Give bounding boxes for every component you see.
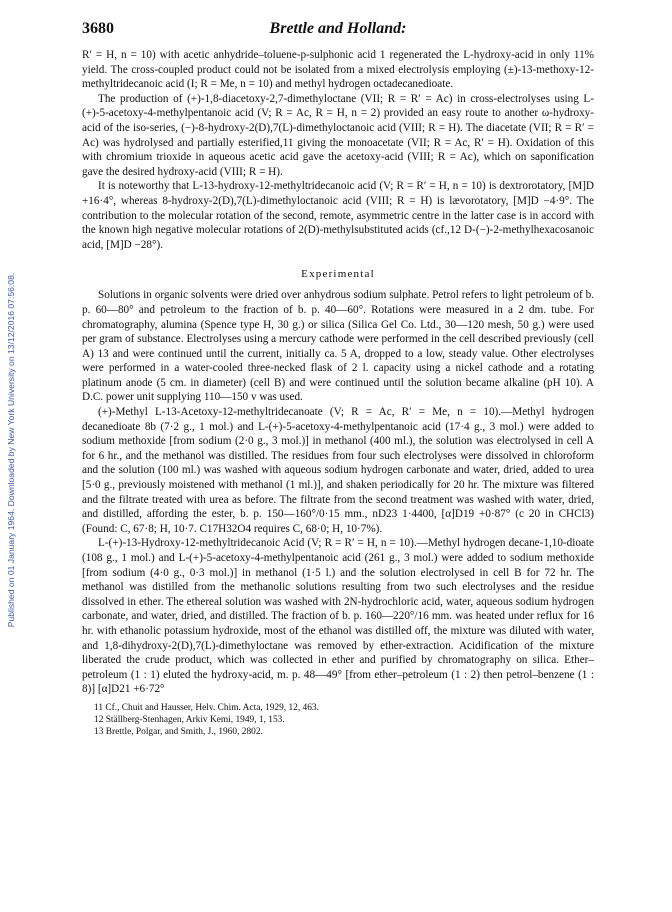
experimental-paragraph: (+)-Methyl L-13-Acetoxy-12-methyltridecanoate (V; R = Ac, R′ = Me, n = 10).—Methyl hydrogen decanedioate 8b (7·2 g., 1 mol.) and L-(+)-5-acetoxy-4-methylpentanoic acid (17·4 g., 3 mol.) were added to sodium methoxide [from sodium (2·0 g., 3 mol.)] in methanol (400 ml.), the solution was electrolysed in cell A for 6 hr., and the methanol was distilled. The residues from four such electrolyses were dissolved in chloroform and the solution (100 ml.) was washed with aqueous sodium hydrogen carbonate and water, dried, added to urea [5·0 g., previously moistened with methanol (1 ml.)], and shaken periodically for 20 hr. The mixture was filtered and the filtrate treated with urea as before. The filtrate from the second treatment was washed with water, dried, and distilled, affording the ester, b. p. 150—160°/0·15 mm., nD23 1·4400, [α]D19 +0·87° (c 20 in CHCl3) (Found: C, 67·8; H, 10·7. C17H32O4 requires C, 68·0; H, 10·7%). bbox=[82, 406, 594, 535]
provenance-text: Published on 01 January 1964. Downloaded by New York University on 13/12/2016 07:56:08. bbox=[6, 272, 16, 628]
page-header bbox=[82, 20, 594, 42]
paragraph: R′ = H, n = 10) with acetic anhydride–toluene-p-sulphonic acid 1 regenerated the L-hydroxy-acid in only 11% yield. The cross-coupled product could not be isolated from a mixed electrolysis employing (±)-13-methoxy-12-methyltridecanoic acid (I; R = Me, n = 10) and methyl hydrogen octadecanedioate. bbox=[82, 49, 594, 91]
page-number: 3680 bbox=[82, 20, 114, 37]
provenance-watermark bbox=[5, 170, 17, 730]
section-heading: Experimental bbox=[301, 268, 375, 281]
paragraph: It is noteworthy that L-13-hydroxy-12-methyltridecanoic acid (V; R = R′ = H, n = 10) is dextrorotatory, [M]D +16·4°, whereas 8-hydroxy-2(D),7(L)-dimethyloctanoic acid (VIII; R = H) is lævorotatory, [M]D −4·9°. The contribution to the molecular rotation of the second, remote, asymmetric centre in the latter case is in accord with the known high negative molecular rotations of 2(D)-methylsubstituted acids (cf.,12 D-(−)-2-methylhexacosanoic acid, [M]D −28°). bbox=[82, 180, 594, 251]
experimental-paragraph: L-(+)-13-Hydroxy-12-methyltridecanoic Acid (V; R = R′ = H, n = 10).—Methyl hydrogen decane-1,10-dioate (108 g., 1 mol.) and L-(+)-5-acetoxy-4-methylpentanoic acid (261 g., 3 mol.) were added to sodium methoxide [from sodium (4·0 g., 0·3 mol.)] in methanol (1·5 l.) and the solution electrolysed in cell B for 72 hr. The methanol was distilled from the methanolic solutions resulting from two such electrolyses and the residue dissolved in ether. The ethereal solution was washed with 2N-hydrochloric acid, water, aqueous sodium hydrogen carbonate, and water, dried, and distilled. The fraction of b. p. 160—220°/16 mm. was heated under reflux for 16 hr. with ethanolic potassium hydroxide, most of the ethanol was distilled off, the mixture was diluted with water, and 1,8-dihydroxy-2(D),7(L)-dimethyloctane was removed by ether-extraction. Acidification of the mixture liberated the crude product, which was collected in ether and purified by chromatography on silica. Ether–petroleum (1 : 1) eluted the hydroxy-acid, m. p. 48—49° [from ether–petroleum (1 : 2) then petrol–benzene (1 : 8)] [α]D21 +6·72° bbox=[82, 537, 594, 696]
running-head: Brettle and Holland: bbox=[269, 20, 407, 37]
footnote: 12 Ställberg-Stenhagen, Arkiv Kemi, 1949, 1, 153. bbox=[94, 714, 285, 725]
journal-page bbox=[82, 20, 594, 738]
footnote: 13 Brettle, Polgar, and Smith, J., 1960, 2802. bbox=[94, 726, 263, 737]
footnote: 11 Cf., Chuit and Hausser, Helv. Chim. Acta, 1929, 12, 463. bbox=[94, 702, 319, 713]
footnotes bbox=[82, 703, 594, 738]
experimental-paragraph: Solutions in organic solvents were dried over anhydrous sodium sulphate. Petrol refers to light petroleum of b. p. 60—80° and petroleum to the fraction of b. p. 40—60°. Rotations were measured in a 2 dm. tube. For chromatography, alumina (Spence type H, 30 g.) or silica (Silica Gel Co. Ltd., 30—120 mesh, 50 g.) were used per gram of substance. Electrolyses using a mercury cathode were performed in the cell described previously (cell A) 13 and were continued until the current, initially ca. 5 A, dropped to a low, steady value. Other electrolyses were performed in a water-cooled three-necked flask of 2 l. capacity using a nickel cathode and a rotating platinum anode (5 cm. in diameter) (cell B) and were continued until the solution became alkaline (pH 10). A D.C. power unit supplying 110—150 v was used. bbox=[82, 289, 594, 404]
paragraph: The production of (+)-1,8-diacetoxy-2,7-dimethyloctane (VII; R = R′ = Ac) in cross-electrolyses using L-(+)-5-acetoxy-4-methylpentanoic acid (V; R = Ac, R = H, n = 2) provided an easy route to another ω-hydroxy-acid of the iso-series, (−)-8-hydroxy-2(D),7(L)-dimethyloctanoic acid (VIII; R = H). The diacetate (VII; R = R′ = Ac) was hydrolysed and partially esterified,11 giving the monoacetate (VII; R = Ac, R′ = H). Oxidation of this with chromium trioxide in aqueous acetic acid gave the acetoxy-acid (VIII; R = Ac), which on saponification gave the desired hydroxy-acid (VIII; R = H). bbox=[82, 92, 594, 178]
